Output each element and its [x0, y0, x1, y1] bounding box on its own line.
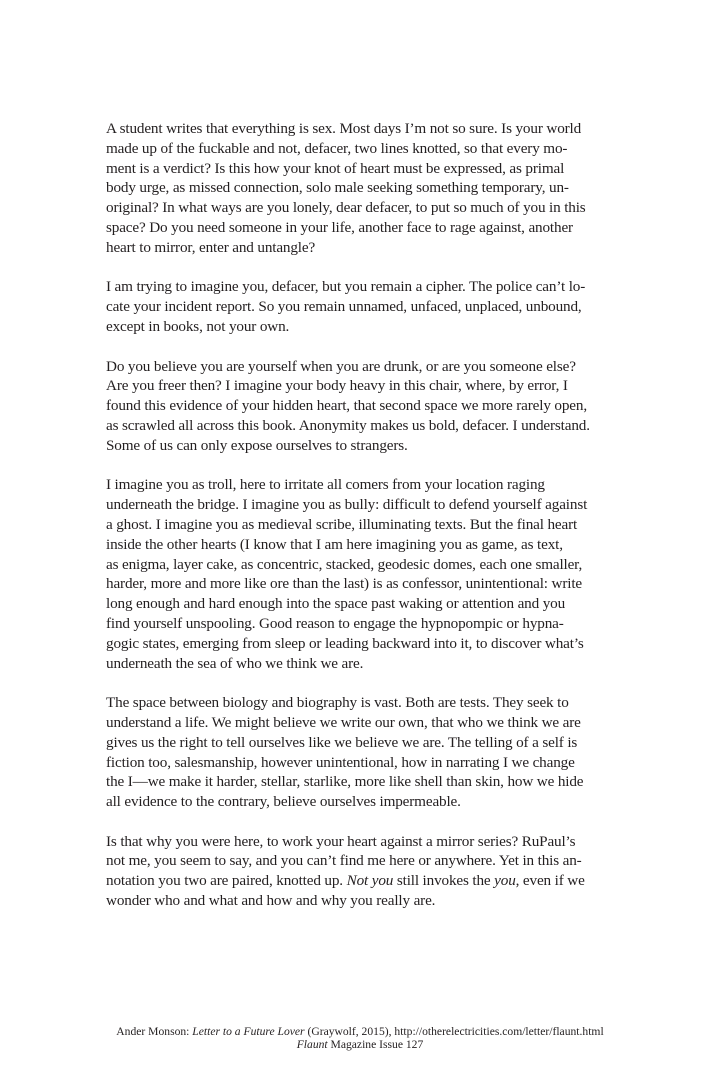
citation-footer	[0, 1025, 720, 1051]
text-line: I imagine you as troll, here to irritate all comers from your location raging	[106, 476, 545, 494]
text-line: as scrawled all across this book. Anonymity makes us bold, defacer. I understand.	[106, 416, 590, 434]
text-line	[106, 871, 606, 891]
text-line: underneath the sea of who we think we are.	[106, 654, 364, 672]
text-line: gives us the right to tell ourselves like we believe we are. The telling of a self is	[106, 733, 578, 751]
text-line: made up of the fuckable and not, defacer, two lines knotted, so that every mo-	[106, 139, 568, 157]
text-line: found this evidence of your hidden heart, that second space we more rarely open,	[106, 397, 587, 415]
text-line: understand a life. We might believe we write our own, that who we think we are	[106, 713, 581, 731]
text-run: still invokes the	[393, 872, 495, 890]
text-run: , even if we	[515, 872, 585, 890]
text-line: body urge, as missed connection, solo male seeking something temporary, un-	[106, 179, 569, 197]
text-line: Some of us can only expose ourselves to strangers.	[106, 436, 408, 454]
paragraph-6	[106, 832, 606, 911]
text-line: all evidence to the contrary, believe ourselves impermeable.	[106, 793, 461, 811]
text-run: notation you two are paired, knotted up.	[106, 872, 347, 890]
text-line: inside the other hearts (I know that I am here imagining you as game, as text,	[106, 535, 563, 553]
text-line: space? Do you need someone in your life, another face to rage against, another	[106, 218, 573, 236]
text-line: cate your incident report. So you remain unnamed, unfaced, unplaced, unbound,	[106, 298, 582, 316]
text-line: ment is a verdict? Is this how your knot of heart must be expressed, as primal	[106, 159, 565, 177]
paragraph-3	[106, 357, 606, 456]
text-line: original? In what ways are you lonely, dear defacer, to put so much of you in this	[106, 199, 586, 217]
text-line: except in books, not your own.	[106, 317, 290, 335]
emphasis-not-you: Not you	[346, 872, 394, 890]
text-line: as enigma, layer cake, as concentric, stacked, geodesic domes, each one smaller,	[106, 555, 583, 573]
text-line: find yourself unspooling. Good reason to engage the hypnopompic or hypna-	[106, 614, 564, 632]
text-line: not me, you seem to say, and you can’t find me here or anywhere. Yet in this an-	[106, 852, 582, 870]
text-line: a ghost. I imagine you as medieval scribe, illuminating texts. But the final heart	[106, 515, 578, 533]
citation-line	[0, 1025, 720, 1038]
text-line: The space between biology and biography is vast. Both are tests. They seek to	[106, 694, 569, 712]
text-line: underneath the bridge. I imagine you as bully: difficult to defend yourself against	[106, 496, 588, 514]
text-line: Do you believe you are yourself when you are drunk, or are you someone else?	[106, 357, 576, 375]
emphasis-you: you	[494, 872, 516, 890]
paragraph-4	[106, 475, 606, 673]
paragraph-5	[106, 693, 606, 812]
text-line: Are you freer then? I imagine your body heavy in this chair, where, by error, I	[106, 377, 568, 395]
text-line: A student writes that everything is sex. Most days I’m not so sure. Is your world	[106, 120, 582, 137]
magazine-line	[0, 1038, 720, 1051]
paragraph-1	[106, 119, 606, 258]
text-line: the I—we make it harder, stellar, starlike, more like shell than skin, how we hide	[106, 773, 584, 791]
magazine-name: Flaunt	[296, 1038, 328, 1051]
book-title: Letter to a Future Lover	[192, 1025, 305, 1038]
text-line: heart to mirror, enter and untangle?	[106, 238, 316, 256]
text-line: fiction too, salesmanship, however unintentional, how in narrating I we change	[106, 753, 575, 771]
text-line: wonder who and what and how and why you really are.	[106, 892, 436, 910]
essay-body	[106, 119, 606, 931]
author-name: Ander Monson:	[116, 1025, 193, 1038]
text-line: gogic states, emerging from sleep or leading backward into it, to discover what’s	[106, 634, 584, 652]
text-line: I am trying to imagine you, defacer, but you remain a cipher. The police can’t lo-	[106, 278, 586, 296]
paragraph-2	[106, 277, 606, 336]
magazine-issue: Magazine Issue 127	[327, 1038, 424, 1051]
text-line: harder, more and more like ore than the last) is as confessor, unintentional: write	[106, 575, 582, 593]
text-line: long enough and hard enough into the space past waking or attention and you	[106, 595, 566, 613]
citation-details: (Graywolf, 2015), http://otherelectricities.com/letter/flaunt.html	[304, 1025, 604, 1038]
text-line: Is that why you were here, to work your heart against a mirror series? RuPaul’s	[106, 832, 576, 850]
